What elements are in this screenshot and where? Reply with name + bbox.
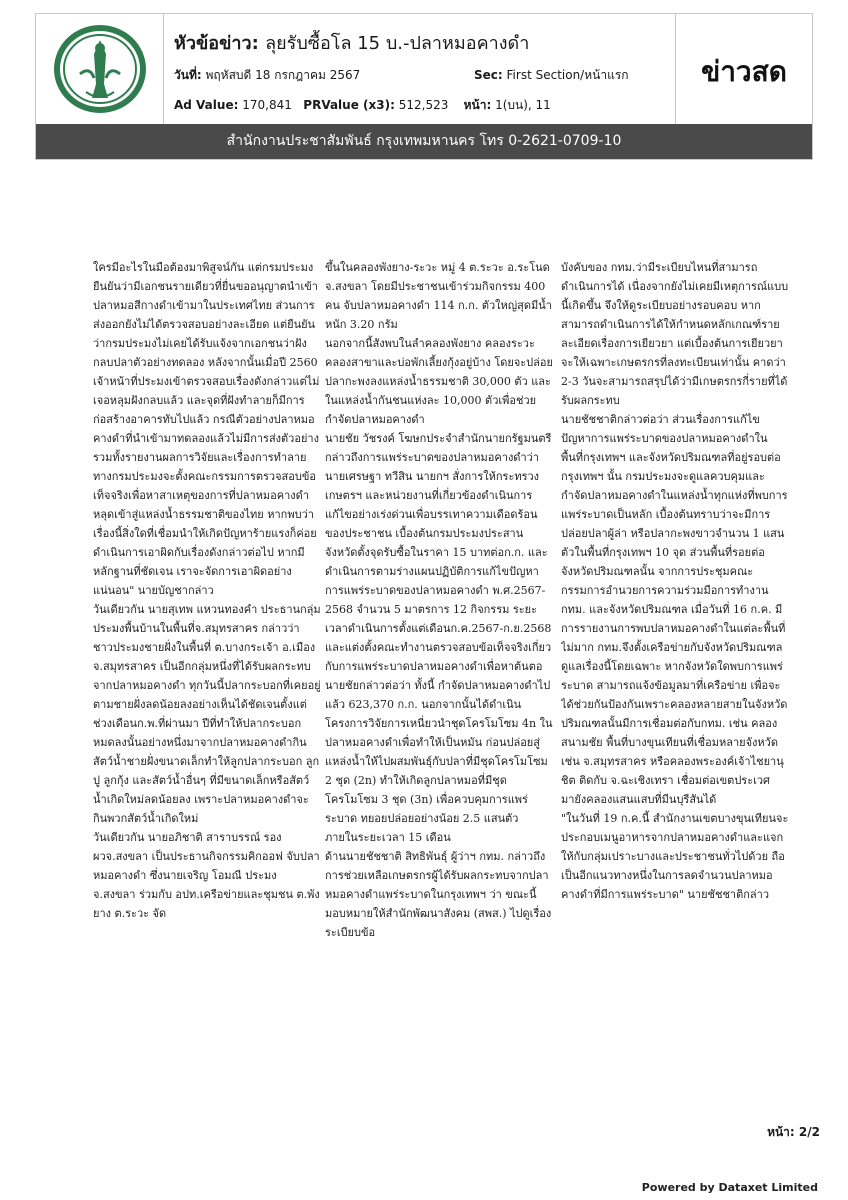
article-paragraph: "ในวันที่ 19 ก.ค.นี้ สำนักงานเขตบางขุนเทียนจะประกอบเมนูอาหารจากปลาหมอคางดำและแจกให้กับกลุ่มเปราะบางและประชาชนทั่วไปด้วย ถือเป็นอีกแนวทางหนึ่งในการลดจำนวนปลาหมอคางดำที่มีการแพร่ระบาด" นายชัชชาติกล่าว [561, 812, 789, 901]
section: First Section/หน้าแรก [506, 68, 629, 82]
article-column-1 [93, 258, 321, 1028]
article-paragraph: ขึ้นในคลองพังยาง-ระวะ หมู่ 4 ต.ระวะ อ.ระโนด จ.สงขลา โดยมีประชาชนเข้าร่วมกิจกรรม 400 คน จับปลาหมอคางดำ 114 ก.ก. ตัวใหญ่สุดมีน้ำหนัก 3.20 กรัม [325, 261, 552, 331]
page-number [767, 1123, 820, 1142]
article-paragraph: วันเดียวกัน นายสุเทพ แหวนทองคำ ประธานกลุ่มประมงพื้นบ้านในพื้นที่จ.สมุทรสาคร กล่าวว่า ชาวประมงชายฝั่งในพื้นที่ ต.บางกระเจ้า อ.เมือง จ.สมุทรสาคร เป็นอีกกลุ่มหนึ่งที่ได้รับผลกระทบจากปลาหมอคางดำ ทุกวันนี้ปลากระบอกที่เคยอยู่ตามชายฝั่งลดน้อยลงอย่างเห็นได้ชัดเจนตั้งแต่ช่วงเดือนก.พ.ที่ผ่านมา ปีที่ทำให้ปลากระบอกหมดลงนั้นอย่างหนึ่งมาจากปลาหมอคางดำกินสัตว์น้ำชายฝั่งขนาดเล็กทำให้ลูกปลากระบอก ลูกปู ลูกกุ้ง และสัตว์น้ำอื่นๆ ที่มีขนาดเล็กหรือสัตว์น้ำเกิดใหม่ลดน้อยลง เพราะปลาหมอคางดำจะกินพวกสัตว์น้ำเกิดใหม่ [93, 603, 321, 825]
article-paragraph: นายชัชชาติกล่าวต่อว่า ส่วนเรื่องการแก้ไขปัญหาการแพร่ระบาดของปลาหมอคางดำในพื้นที่กรุงเทพฯ และจังหวัดปริมณฑลที่อยู่รอบต่อกรุงเทพฯ นั้น กรมประมงจะดูแลควบคุมและกำจัดปลาหมอคางดำในแหล่งน้ำทุกแห่งที่พบการแพร่ระบาดเป็นหลัก เบื้องต้นทราบว่าจะมีการปล่อยปลาผู้ล่า หรือปลากะพงขาวจำนวน 1 แสนตัวในพื้นที่กรุงเทพฯ 10 จุด ส่วนพื้นที่รอยต่อจังหวัดปริมณฑลนั้น จากการประชุมคณะกรรมการอำนวยการความร่วมมือการทำงาน กทม. และจังหวัดปริมณฑล เมื่อวันที่ 16 ก.ค. มีการรายงานการพบปลาหมอคางดำในแต่ละพื้นที่ไม่มาก กทม.จึงตั้งเครือข่ายกับจังหวัดปริมณฑลดูแลเรื่องนี้โดยเฉพาะ หากจังหวัดใดพบการแพร่ระบาด สามารถแจ้งข้อมูลมาที่เครือข่าย เพื่อจะได้ช่วยกันป้องกันเพราะคลองหลายสายในจังหวัดปริมณฑลนั้นมีการเชื่อมต่อกับกทม. เช่น คลองสนามชัย พื้นที่บางขุนเทียนที่เชื่อมหลายจังหวัด เช่น จ.สมุทรสาคร หรือคลองพระองค์เจ้าไชยานุชิต ติดกับ จ.ฉะเชิงเทรา เชื่อมต่อเขตประเวศ มายังคลองแสนแสบที่มีนบุรีสันได้ [561, 413, 788, 806]
pr-value-label: PRValue (x3): [303, 98, 395, 112]
values-row [174, 96, 551, 115]
article-paragraph: นอกจากนี้สังพบในลำคลองพังยาง คลองระวะ คลองสาขาและบ่อพักเลี้ยงกุ้งอยู่บ้าง โดยจะปล่อยปลากะพงลงแหล่งน้ำธรรมชาติ 30,000 ตัว และในแหล่งน้ำกันชนแห่งละ 10,000 ตัวเพื่อช่วยกำจัดปลาหมอคางดำ [325, 337, 553, 426]
date-row [174, 66, 664, 85]
clipping-header [35, 13, 813, 160]
ad-value: 170,841 [242, 98, 292, 112]
article-paragraph: บังคับของ กทม.ว่ามีระเบียบไหนที่สามารถดำเนินการได้ เนื่องจากยังไม่เคยมีเหตุการณ์แบบนี้เกิดขึ้น จึงให้ดูระเบียบอย่างรอบคอบ หากสามารถดำเนินการได้ให้กำหนดหลักเกณฑ์รายละเอียดเรื่องการเยียวยา แต่เบื้องต้นการเยียวยาจะให้เฉพาะเกษตรกรที่ลงทะเบียนเท่านั้น คาดว่า 2-3 วันจะสามารถสรุปได้ว่ามีเกษตรกรกี่รายที่ได้รับผลกระทบ [561, 261, 789, 407]
page-value: 1(บน), 11 [495, 98, 551, 112]
date: พฤหัสบดี 18 กรกฎาคม 2567 [205, 68, 361, 82]
section-label: Sec: [474, 68, 503, 82]
page-number-label: หน้า: [767, 1125, 795, 1139]
date-label: วันที่: [174, 68, 202, 82]
article-paragraph: ด้านนายชัชชาติ สิทธิพันธุ์ ผู้ว่าฯ กทม. กล่าวถึงการช่วยเหลือเกษตรกรผู้ได้รับผลกระทบจากปลาหมอคางดำแพร่ระบาดในกรุงเทพฯ ว่า ขณะนี้มอบหมายให้สำนักพัฒนาสังคม (สพส.) ไปดูเรื่องระเบียบข้อ [325, 850, 552, 939]
article-paragraph: วันเดียวกัน นายอภิชาติ สาราบรรณ์ รอง ผวจ.สงขลา เป็นประธานกิจกรรมคิกออฟ จับปลาหมอคางดำ ซึ่งนายเจริญ โอมณี ประมง จ.สงขลา ร่วมกับ อปท.เครือข่ายและชุมชน ต.พังยาง ต.ระวะ จัด [93, 831, 320, 920]
agency-banner: สำนักงานประชาสัมพันธ์ กรุงเทพมหานคร โทร 0-2621-0709-10 [36, 124, 812, 159]
ad-value-label: Ad Value: [174, 98, 239, 112]
article-paragraph: ใครมีอะไรในมือต้องมาพิสูจน์กัน แต่กรมประมงยืนยันว่ามีเอกชนรายเดียวที่ยื่นขออนุญาตนำเข้าปลาหมอสีกางดำเข้ามาในประเทศไทย ส่วนการส่งออกยังไม่ได้ตรวจสอบอย่างละเอียด แต่ยืนยันว่ากรมประมงไม่เคยได้รับแจ้งจากเอกชนว่าฝังกลบปลาตัวอย่างทดลอง หลังจากนั้นเมื่อปี 2560 เจ้าหน้าที่ประมงเข้าตรวจสอบเรื่องดังกล่าวแต่ไม่เจอหลุมฝังกลบแล้ว และจุดที่ฝังทำลายก็มีการก่อสร้างอาคารทับไปแล้ว กรณีตัวอย่างปลาหมอคางดำที่นำเข้ามาทดลองแล้วไม่มีการส่งตัวอย่างรวมทั้งรายงานผลการวิจัยและเรื่องการทำลาย ทางกรมประมงจะตั้งคณะกรรมการตรวจสอบข้อเท็จจริงเพื่อหาสาเหตุของการที่ปลาหมอคางดำหลุดเข้าสู่แหล่งน้ำธรรมชาติของไทย หากพบว่าเรื่องนี้สิ่งใดที่เชื่อมนำให้เกิดปัญหาร้ายแรงก็ค่อยดำเนินการเอาผิดกับเรื่องดังกล่าวต่อไป หากมีหลักฐานที่ชัดเจน เราจะจัดการเอาผิดอย่างแน่นอน" นายบัญชากล่าว [93, 261, 320, 597]
article-column-3 [561, 258, 789, 1028]
headline: ลุยรับซื้อโล 15 บ.-ปลาหมอคางดำ [265, 33, 530, 54]
headline-row [174, 28, 529, 57]
page-number-value: 2/2 [798, 1125, 820, 1139]
section-group [474, 66, 629, 85]
logo-cell [36, 14, 164, 124]
pr-value: 512,523 [398, 98, 449, 112]
powered-by: Powered by Dataxet Limited [641, 1181, 818, 1194]
news-info [164, 14, 676, 124]
article-paragraph: นายชัยกล่าวต่อว่า ทั้งนี้ กำจัดปลาหมอคางดำไปแล้ว 623,370 ก.ก. นอกจากนั้นได้ดำเนินโครงการวิจัยการเหนี่ยวนำชุดโครโมโซม 4n ในปลาหมอคางดำเพื่อทำให้เป็นหมัน ก่อนปล่อยสู่แหล่งน้ำให้ไปผสมพันธุ์กับปลาที่มีชุดโครโมโซม 2 ชุด (2n) ทำให้เกิดลูกปลาหมอที่มีชุดโครโมโซม 3 ชุด (3n) เพื่อควบคุมการแพร่ระบาด ทยอยปล่อยอย่างน้อย 2.5 แสนตัว ภายในระยะเวลา 15 เดือน [325, 679, 553, 844]
article-column-2 [325, 258, 553, 1028]
article-paragraph: นายชัย วัชรงค์ โฆษกประจำสำนักนายกรัฐมนตรี กล่าวถึงการแพร่ระบาดของปลาหมอคางดำว่า นายเศรษฐา ทวีสิน นายกฯ สั่งการให้กระทรวงเกษตรฯ และหน่วยงานที่เกี่ยวข้องดำเนินการแก้ไขอย่างเร่งด่วนเพื่อบรรเทาความเดือดร้อนของประชาชน เบื้องต้นกรมประมงประสานจังหวัดตั้งจุดรับซื้อในราคา 15 บาทต่อก.ก. และดำเนินการตามร่างแผนปฏิบัติการแก้ไขปัญหาการแพร่ระบาดของปลาหมอคางดำ พ.ศ.2567-2568 จำนวน 5 มาตรการ 12 กิจกรรม ระยะเวลาดำเนินการตั้งแต่เดือนก.ค.2567-ก.ย.2568 และแต่งตั้งคณะทำงานตรวจสอบข้อเท็จจริงเกี่ยวกับการแพร่ระบาดปลาหมอคางดำเพื่อหาต้นตอ [325, 432, 552, 673]
newspaper-cell [676, 14, 812, 124]
headline-label: หัวข้อข่าว: [174, 33, 259, 54]
bangkok-seal-logo [50, 22, 150, 116]
newspaper-name: ข่าวสด [701, 55, 787, 88]
page-label: หน้า: [463, 98, 492, 112]
